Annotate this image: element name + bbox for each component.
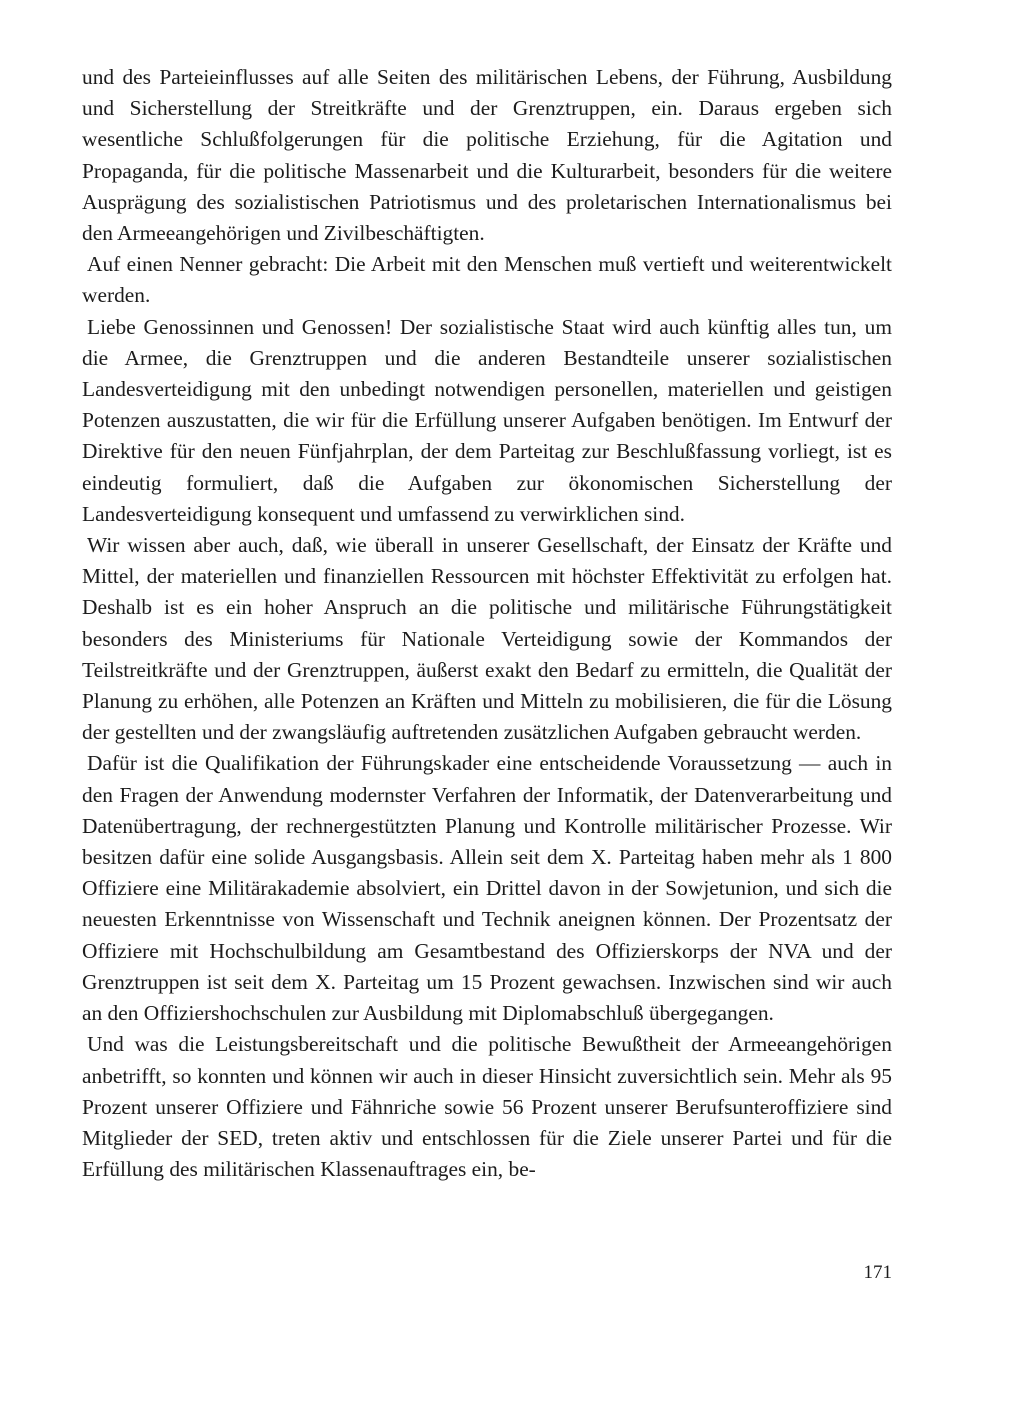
paragraph-1: und des Parteieinflusses auf alle Seiten des militärischen Lebens, der Führung, Ausbildung und Sicherstellung der Streitkräfte und der Grenztruppen, ein. Daraus ergeben sich wesentliche Schlußfolgerungen für die politische Erziehung, für die Agitation und Propaganda, für die politische Massenarbeit und die Kulturarbeit, besonders für die weitere Ausprägung des sozialistischen Patriotismus und des proletarischen Internationalismus bei den Armeeangehörigen und Zivilbeschäftigten. — [82, 65, 892, 246]
page-number: 171 — [863, 1262, 892, 1283]
body-text — [82, 62, 892, 1185]
paragraph-5: Dafür ist die Qualifikation der Führungskader eine entscheidende Voraussetzung — auch in den Fragen der Anwendung modernster Verfahren der Informatik, der Datenverarbeitung und Datenübertragung, der rechnergestützten Planung und Kontrolle militärischer Prozesse. Wir besitzen dafür eine solide Ausgangsbasis. Allein seit dem X. Parteitag haben mehr als 1 800 Offiziere eine Militärakademie absolviert, ein Drittel davon in der Sowjetunion, und sich die neuesten Erkenntnisse von Wissenschaft und Technik aneignen können. Der Prozentsatz der Offiziere mit Hochschulbildung am Gesamtbestand des Offizierskorps der NVA und der Grenztruppen ist seit dem X. Parteitag um 15 Prozent gewachsen. Inzwischen sind wir auch an den Offiziershochschulen zur Ausbildung mit Diplomabschluß übergegangen. — [82, 751, 892, 1026]
paragraph-6: Und was die Leistungsbereitschaft und die politische Bewußtheit der Armeeangehörigen anbetrifft, so konnten und können wir auch in dieser Hinsicht zuversichtlich sein. Mehr als 95 Prozent unserer Offiziere und Fähnriche sowie 56 Prozent unserer Berufsunteroffiziere sind Mitglieder der SED, treten aktiv und entschlossen für die Ziele unserer Partei und für die Erfüllung des militärischen Klassenauftrages ein, be- — [82, 1032, 892, 1182]
paragraph-2: Auf einen Nenner gebracht: Die Arbeit mit den Menschen muß vertieft und weiterentwickelt werden. — [82, 252, 892, 308]
paragraph-4: Wir wissen aber auch, daß, wie überall in unserer Gesellschaft, der Einsatz der Kräfte und Mittel, der materiellen und finanziellen Ressourcen mit höchster Effektivität zu erfolgen hat. Deshalb ist es ein hoher Anspruch an die politische und militärische Führungstätigkeit besonders des Ministeriums für Nationale Verteidigung sowie der Kommandos der Teilstreitkräfte und der Grenztruppen, äußerst exakt den Bedarf zu ermitteln, die Qualität der Planung zu erhöhen, alle Potenzen an Kräften und Mitteln zu mobilisieren, die für die Lösung der gestellten und der zwangsläufig auftretenden zusätzlichen Aufgaben gebraucht werden. — [82, 533, 892, 745]
paragraph-3: Liebe Genossinnen und Genossen! Der sozialistische Staat wird auch künftig alles tun, um die Armee, die Grenztruppen und die anderen Bestandteile unserer sozialistischen Landesverteidigung mit den unbedingt notwendigen personellen, materiellen und geistigen Potenzen auszustatten, die wir für die Erfüllung unserer Aufgaben benötigen. Im Entwurf der Direktive für den neuen Fünfjahrplan, der dem Parteitag zur Beschlußfassung vorliegt, ist es eindeutig formuliert, daß die Aufgaben zur ökonomischen Sicherstellung der Landesverteidigung konsequent und umfassend zu verwirklichen sind. — [82, 314, 892, 526]
